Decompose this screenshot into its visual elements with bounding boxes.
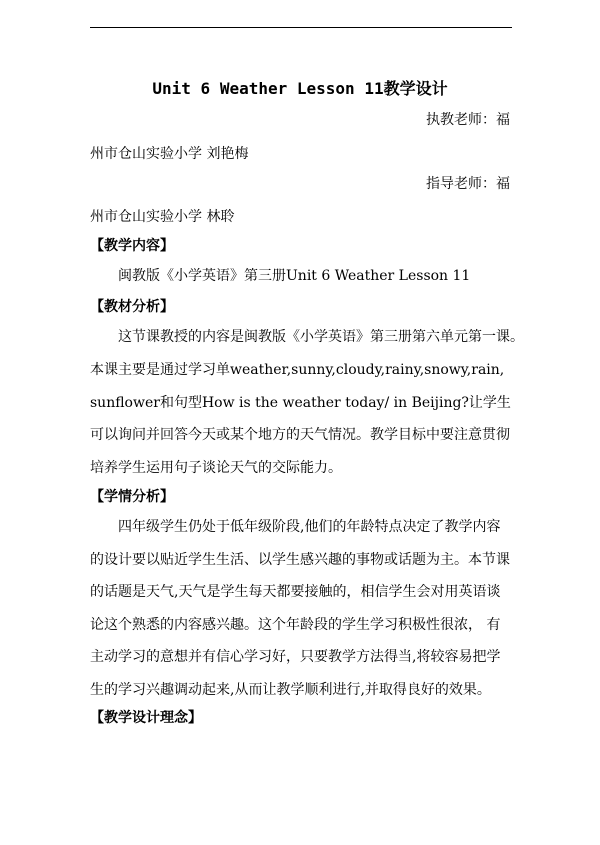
document-title: Unit 6 Weather Lesson 11教学设计 (152, 79, 448, 98)
content-text: 闽教版《小学英语》第三册Unit 6 Weather Lesson 11 (118, 268, 471, 284)
students-line: 论这个熟悉的内容感兴趣。这个年龄段的学生学习积极性很浓， 有 (90, 617, 501, 633)
students-line: 主动学习的意想并有信心学习好，只要教学方法得当,将较容易把学 (90, 649, 501, 665)
analysis-line: 可以询问并回答今天或某个地方的天气情况。教学目标中要注意贯彻 (90, 427, 510, 443)
students-heading: 【学情分析】 (90, 489, 174, 505)
students-line: 的话题是天气,天气是学生每天都要接触的，相信学生会对用英语谈 (90, 584, 501, 600)
students-line: 生的学习兴趣调动起来,从而让教学顺利进行,并取得良好的效果。 (90, 682, 491, 698)
mentor-label: 指导老师：福 (426, 176, 510, 192)
students-line: 的设计要以贴近学生生活、以学生感兴趣的事物或话题为主。本节课 (90, 552, 510, 568)
content-heading: 【教学内容】 (90, 238, 174, 254)
analysis-line: sunflower和句型How is the weather today/ in Beijing?让学生 (90, 395, 511, 411)
analysis-line: 这节课教授的内容是闽教版《小学英语》第三册第六单元第一课。 (118, 329, 524, 345)
teacher-label: 执教老师：福 (426, 112, 510, 128)
teacher-school: 州市仓山实验小学 刘艳梅 (90, 146, 249, 162)
analysis-heading: 【教材分析】 (90, 299, 174, 315)
design-heading: 【教学设计理念】 (90, 710, 202, 726)
mentor-school: 州市仓山实验小学 林聆 (90, 209, 235, 225)
analysis-line: 培养学生运用句子谈论天气的交际能力。 (90, 460, 342, 476)
analysis-line: 本课主要是通过学习单weather,sunny,cloudy,rainy,snowy,rain, (90, 362, 505, 378)
header-rule (90, 27, 512, 28)
students-line: 四年级学生仍处于低年级阶段,他们的年龄特点决定了教学内容 (118, 519, 501, 535)
